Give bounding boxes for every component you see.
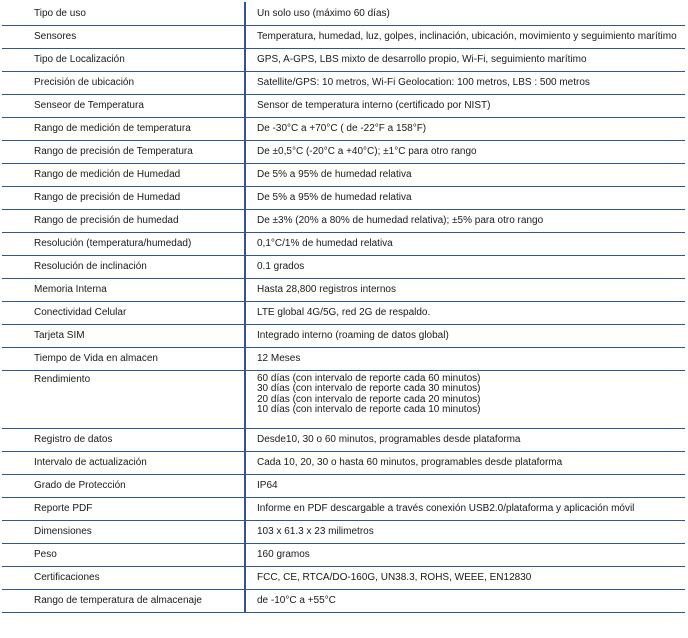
spec-value: Sensor de temperatura interno (certificado por NIST) (245, 94, 685, 117)
spec-value: LTE global 4G/5G, red 2G de respaldo. (245, 301, 685, 324)
spec-row (2, 48, 685, 71)
spec-value: Un solo uso (máximo 60 días) (245, 2, 685, 25)
spec-label: Rango de precisión de humedad (2, 209, 245, 232)
spec-label: Rango de medición de temperatura (2, 117, 245, 140)
spec-row (2, 324, 685, 347)
spec-row (2, 140, 685, 163)
spec-value: 60 días (con intervalo de reporte cada 60 minutos) 30 días (con intervalo de reporte cada 30 minutos) 20 días (con intervalo de reporte cada 20 minutos) 10 días (con intervalo de reporte cada 10 minutos) (245, 370, 685, 428)
spec-value: IP64 (245, 474, 685, 497)
spec-value: 160 gramos (245, 543, 685, 566)
spec-value: De 5% a 95% de humedad relativa (245, 163, 685, 186)
spec-value: De -30°C a +70°C ( de -22°F a 158°F) (245, 117, 685, 140)
spec-row (2, 474, 685, 497)
spec-value: Informe en PDF descargable a través conexión USB2.0/plataforma y aplicación móvil (245, 497, 685, 520)
spec-label: Rango de medición de Humedad (2, 163, 245, 186)
spec-label: Rendimiento (2, 370, 245, 428)
spec-row (2, 186, 685, 209)
spec-value: 0.1 grados (245, 255, 685, 278)
spec-label: Tiempo de Vida en almacen (2, 347, 245, 370)
spec-value: GPS, A-GPS, LBS mixto de desarrollo propio, Wi-Fi, seguimiento marítimo (245, 48, 685, 71)
spec-value: De ±3% (20% a 80% de humedad relativa); ±5% para otro rango (245, 209, 685, 232)
spec-value: Desde10, 30 o 60 minutos, programables desde plataforma (245, 428, 685, 451)
spec-label: Dimensiones (2, 520, 245, 543)
spec-value: Hasta 28,800 registros internos (245, 278, 685, 301)
spec-value: Satellite/GPS: 10 metros, Wi-Fi Geolocation: 100 metros, LBS : 500 metros (245, 71, 685, 94)
spec-row (2, 209, 685, 232)
spec-row (2, 451, 685, 474)
spec-label: Rango de precisión de Temperatura (2, 140, 245, 163)
spec-value: Integrado interno (roaming de datos global) (245, 324, 685, 347)
spec-row (2, 520, 685, 543)
spec-row (2, 232, 685, 255)
spec-label: Grado de Protección (2, 474, 245, 497)
spec-label: Tipo de Localización (2, 48, 245, 71)
spec-label: Sensores (2, 25, 245, 48)
spec-row (2, 94, 685, 117)
spec-row (2, 370, 685, 428)
spec-row (2, 163, 685, 186)
spec-label: Intervalo de actualización (2, 451, 245, 474)
spec-label: Peso (2, 543, 245, 566)
spec-value: 0,1°C/1% de humedad relativa (245, 232, 685, 255)
spec-row (2, 278, 685, 301)
spec-row (2, 428, 685, 451)
spec-value: De ±0,5°C (-20°C a +40°C); ±1°C para otro rango (245, 140, 685, 163)
spec-row (2, 301, 685, 324)
spec-label: Registro de datos (2, 428, 245, 451)
spec-row (2, 25, 685, 48)
spec-row (2, 566, 685, 589)
spec-row (2, 497, 685, 520)
spec-row (2, 589, 685, 612)
spec-row (2, 255, 685, 278)
spec-label: Senseor de Temperatura (2, 94, 245, 117)
spec-value: Temperatura, humedad, luz, golpes, inclinación, ubicación, movimiento y seguimiento marítimo (245, 25, 685, 48)
spec-label: Certificaciones (2, 566, 245, 589)
spec-value: De 5% a 95% de humedad relativa (245, 186, 685, 209)
spec-row (2, 543, 685, 566)
spec-row (2, 117, 685, 140)
spec-label: Resolución de inclinación (2, 255, 245, 278)
spec-label: Tipo de uso (2, 2, 245, 25)
spec-value: Cada 10, 20, 30 o hasta 60 minutos, programables desde plataforma (245, 451, 685, 474)
spec-table (2, 2, 685, 613)
spec-value: 103 x 61.3 x 23 milimetros (245, 520, 685, 543)
spec-value: FCC, CE, RTCA/DO-160G, UN38.3, ROHS, WEEE, EN12830 (245, 566, 685, 589)
spec-row (2, 347, 685, 370)
spec-row (2, 71, 685, 94)
spec-value: de -10°C a +55°C (245, 589, 685, 612)
spec-label: Reporte PDF (2, 497, 245, 520)
spec-label: Memoria Interna (2, 278, 245, 301)
spec-row (2, 2, 685, 25)
spec-label: Tarjeta SIM (2, 324, 245, 347)
spec-label: Rango de temperatura de almacenaje (2, 589, 245, 612)
spec-label: Conectividad Celular (2, 301, 245, 324)
spec-label: Precisión de ubicación (2, 71, 245, 94)
spec-label: Rango de precisión de Humedad (2, 186, 245, 209)
spec-value: 12 Meses (245, 347, 685, 370)
spec-label: Resolución (temperatura/humedad) (2, 232, 245, 255)
